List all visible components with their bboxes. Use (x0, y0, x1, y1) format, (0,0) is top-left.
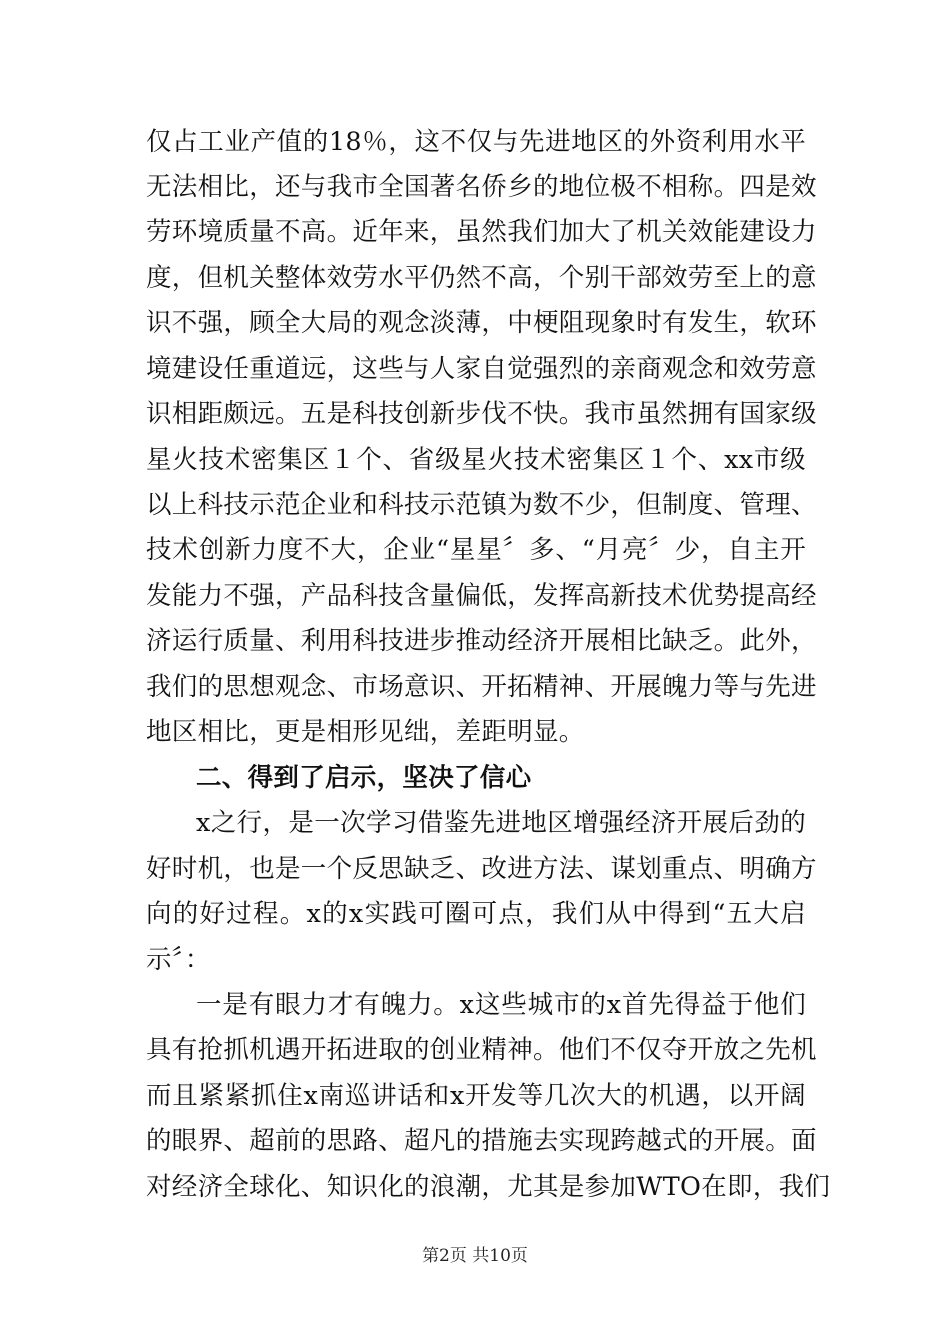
text-line: x之行，是一次学习借鉴先进地区增强经济开展后劲的 (196, 808, 806, 838)
text-line: 以上科技示范企业和科技示范镇为数不少，但制度、管理、 (146, 490, 817, 520)
text-line: 具有抢抓机遇开拓进取的创业精神。他们不仅夺开放之先机 (146, 1035, 817, 1065)
text-line: 的眼界、超前的思路、超凡的措施去实现跨越式的开展。面 (146, 1126, 817, 1156)
text-line: 向的好过程。x的x实践可圈可点，我们从中得到“五大启 (146, 899, 806, 929)
page-number-footer: 第2页 共10页 (422, 1246, 528, 1266)
text-line: 境建设任重道远，这些与人家自觉强烈的亲商观念和效劳意 (146, 354, 817, 384)
text-line: 我们的思想观念、市场意识、开拓精神、开展魄力等与先进 (146, 672, 817, 702)
text-line: 技术创新力度不大，企业“星星〞多、“月亮〞少，自主开 (146, 535, 806, 565)
section-heading: 二、得到了启示，坚决了信心 (196, 763, 532, 793)
text-line: 对经济全球化、知识化的浪潮，尤其是参加WTO在即，我们 (146, 1172, 831, 1202)
text-line: 识不强，顾全大局的观念淡薄，中梗阻现象时有发生，软环 (146, 308, 817, 338)
text-line: 无法相比，还与我市全国著名侨乡的地位极不相称。四是效 (146, 172, 817, 202)
text-line: 好时机，也是一个反思缺乏、改进方法、谋划重点、明确方 (146, 854, 817, 884)
text-line: 地区相比，更是相形见绌，差距明显。 (146, 717, 585, 747)
text-line: 度，但机关整体效劳水平仍然不高，个别干部效劳至上的意 (146, 263, 817, 293)
text-line: 星火技术密集区１个、省级星火技术密集区１个、xx市级 (146, 445, 806, 475)
text-line: 济运行质量、利用科技进步推动经济开展相比缺乏。此外， (146, 626, 817, 656)
text-line: 一是有眼力才有魄力。x这些城市的x首先得益于他们 (196, 990, 806, 1020)
text-line: 发能力不强，产品科技含量偏低，发挥高新技术优势提高经 (146, 581, 817, 611)
text-line: 仅占工业产值的18％，这不仅与先进地区的外资利用水平 (146, 127, 806, 157)
text-line: 识相距颇远。五是科技创新步伐不快。我市虽然拥有国家级 (146, 399, 817, 429)
text-line: 劳环境质量不高。近年来，虽然我们加大了机关效能建设力 (146, 217, 817, 247)
text-line: 而且紧紧抓住x南巡讲话和x开发等几次大的机遇，以开阔 (146, 1081, 806, 1111)
text-line: 示〞： (146, 945, 211, 975)
